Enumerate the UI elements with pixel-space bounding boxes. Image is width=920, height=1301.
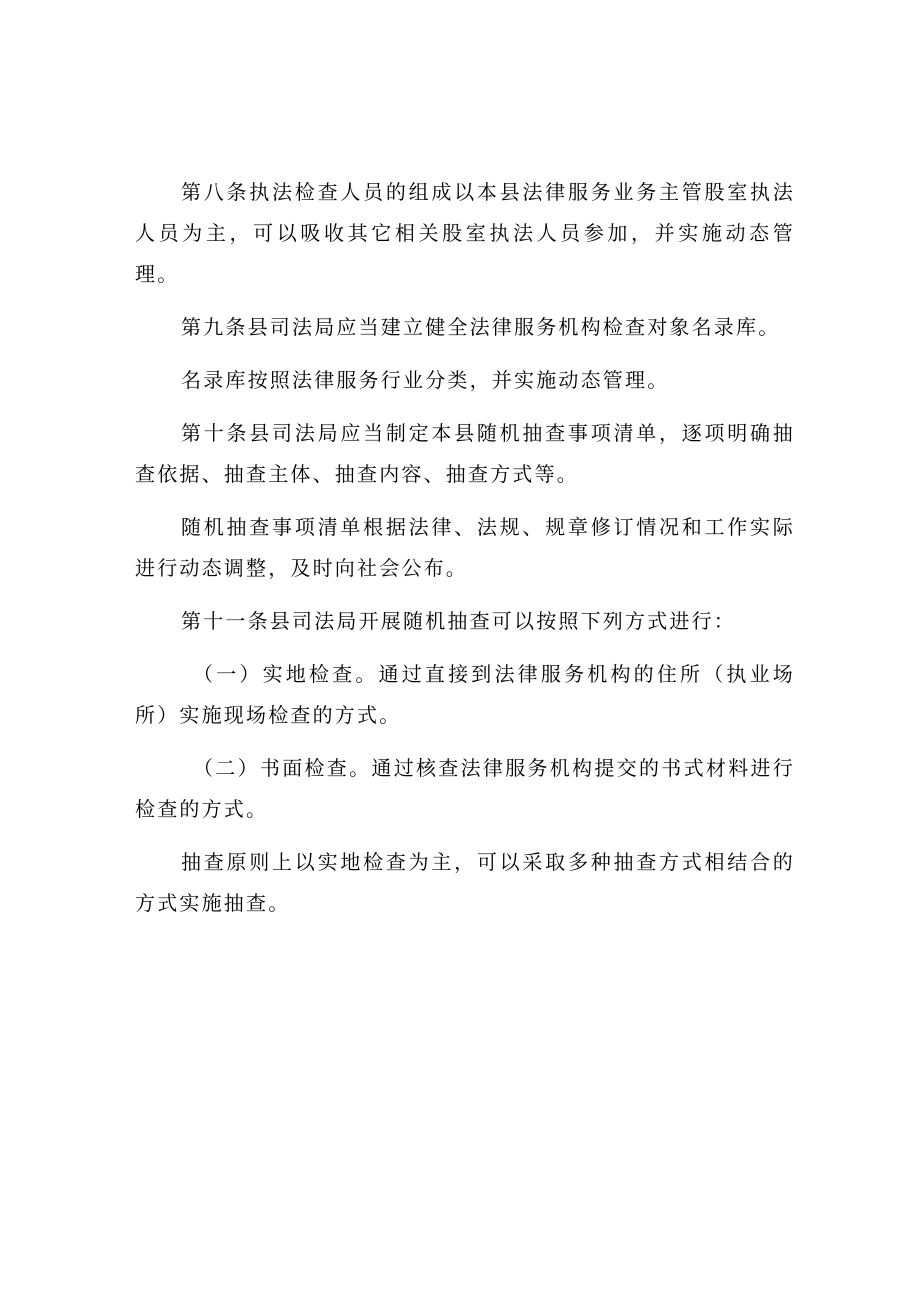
paragraph-gap xyxy=(135,295,795,307)
paragraph-article-8: 第八条执法检查人员的组成以本县法律服务业务主管股室执法人员为主，可以吸收其它相关股室执法人员参加，并实施动态管理。 xyxy=(135,180,795,286)
paragraph-directory: 名录库按照法律服务行业分类，并实施动态管理。 xyxy=(181,368,670,392)
paragraph-principle: 抽查原则上以实地检查为主，可以采取多种抽查方式相结合的方式实施抽查。 xyxy=(135,850,795,915)
document-body xyxy=(135,172,795,924)
paragraph-gap xyxy=(135,642,795,654)
paragraph-gap xyxy=(135,495,795,507)
paragraph-item-2: （二）书面检查。通过核查法律服务机构提交的书式材料进行检查的方式。 xyxy=(135,756,795,821)
paragraph-checklist-update: 随机抽查事项清单根据法律、法规、规章修订情况和工作实际进行动态调整，及时向社会公布。 xyxy=(135,515,795,580)
paragraph-gap xyxy=(135,736,795,748)
paragraph-gap xyxy=(135,830,795,842)
paragraph-article-11: 第十一条县司法局开展随机抽查可以按照下列方式进行： xyxy=(181,609,736,633)
paragraph-gap xyxy=(135,589,795,601)
paragraph-gap xyxy=(135,401,795,413)
paragraph-article-10: 第十条县司法局应当制定本县随机抽查事项清单，逐项明确抽查依据、抽查主体、抽查内容、抽查方式等。 xyxy=(135,421,795,486)
paragraph-item-1: （一）实地检查。通过直接到法律服务机构的住所（执业场所）实施现场检查的方式。 xyxy=(135,662,795,727)
paragraph-article-9: 第九条县司法局应当建立健全法律服务机构检查对象名录库。 xyxy=(181,315,781,339)
paragraph-gap xyxy=(135,348,795,360)
